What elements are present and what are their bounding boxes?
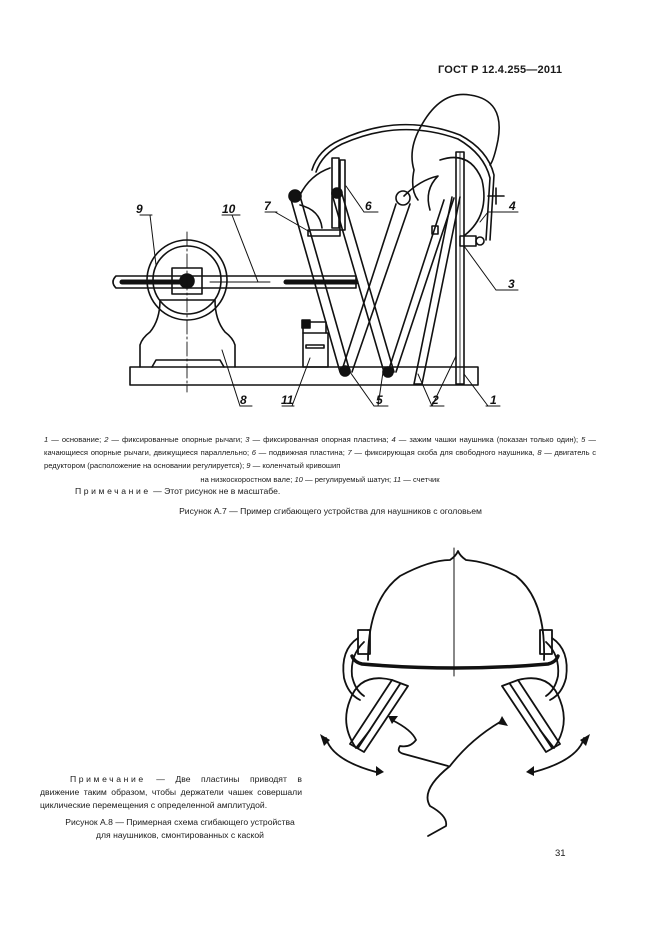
callout-10: 10	[222, 202, 236, 216]
callout-2: 2	[432, 393, 439, 407]
figure-a7-note: Примечание — Этот рисунок не в масштабе.	[75, 486, 281, 496]
figure-a8-note: Примечание — Две пластины приводят в движение таким образом, чтобы держатели чашек совершали циклические перемещения с определенной амплитудой.	[40, 774, 302, 810]
callout-11: 11	[281, 393, 294, 407]
figure-a8-caption: Рисунок А.8 — Примерная схема сгибающего устройства для наушников, смонтированных с каской	[65, 817, 295, 840]
figure-a7-caption: Рисунок А.7 — Пример сгибающего устройства для наушников с оголовьем	[179, 506, 482, 516]
callout-7: 7	[264, 199, 271, 213]
callout-5: 5	[376, 393, 383, 407]
callout-4: 4	[509, 199, 516, 213]
callout-1: 1	[490, 393, 497, 407]
callout-8: 8	[240, 393, 247, 407]
legend-last-line: на низкоскоростном вале; 10 — регулируемый шатун; 11 — счетчик	[200, 474, 440, 484]
figure-a7-legend: 1 — основание; 2 — фиксированные опорные рычаги; 3 — фиксированная опорная пластина; 4 — зажим чашки наушника (показан только один); 5 — качающиеся опорные рычаги, движущиеся параллельно; 6 — подвижная пластина; 7 — фиксирующая скоба для свободного наушника, 8 — двигатель с редуктором (расположение на основании регулируется); 9 — коленчатый кривошип на низкоскоростном вале; 10 — регулируемый шатун; 11 — счетчик	[44, 433, 596, 486]
callout-9: 9	[136, 202, 143, 216]
callout-6: 6	[365, 199, 372, 213]
page-number: 31	[555, 848, 566, 859]
callout-3: 3	[508, 277, 515, 291]
document-header: ГОСТ Р 12.4.255—2011	[438, 64, 563, 76]
